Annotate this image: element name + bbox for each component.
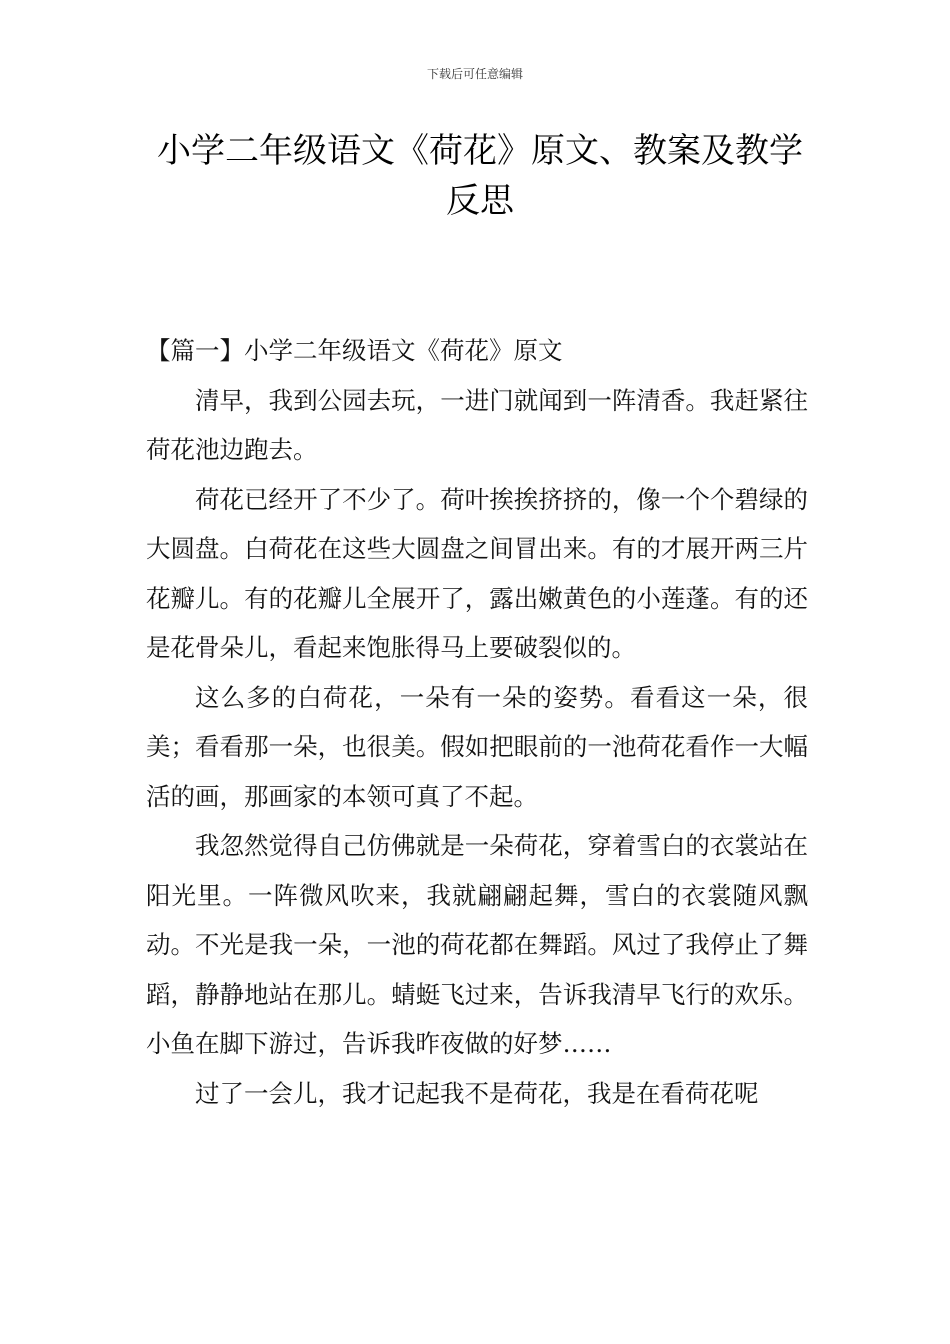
paragraph: 我忽然觉得自己仿佛就是一朵荷花，穿着雪白的衣裳站在阳光里。一阵微风吹来，我就翩翩起舞，雪白的衣裳随风飘动。不光是我一朵，一池的荷花都在舞蹈。风过了我停止了舞蹈，静静地站在那儿。蜻蜓飞过来，告诉我清早飞行的欢乐。小鱼在脚下游过，告诉我昨夜做的好梦…… — [146, 831, 808, 1058]
paragraph: 清早，我到公园去玩，一进门就闻到一阵清香。我赶紧往荷花池边跑去。 — [146, 385, 808, 464]
document-title: 小学二年级语文《荷花》原文、教案及教学反思 — [157, 131, 803, 221]
header-note: 下载后可任意编辑 — [426, 67, 523, 81]
section-heading: 【篇一】小学二年级语文《荷花》原文 — [146, 336, 563, 365]
document-body — [146, 326, 808, 1118]
paragraph: 这么多的白荷花，一朵有一朵的姿势。看看这一朵，很美；看看那一朵，也很美。假如把眼前的一池荷花看作一大幅活的画，那画家的本领可真了不起。 — [146, 682, 808, 811]
paragraph: 荷花已经开了不少了。荷叶挨挨挤挤的，像一个个碧绿的大圆盘。白荷花在这些大圆盘之间冒出来。有的才展开两三片花瓣儿。有的花瓣儿全展开了，露出嫩黄色的小莲蓬。有的还是花骨朵儿，看起来饱胀得马上要破裂似的。 — [146, 484, 808, 662]
paragraph: 过了一会儿，我才记起我不是荷花，我是在看荷花呢 — [195, 1078, 759, 1108]
